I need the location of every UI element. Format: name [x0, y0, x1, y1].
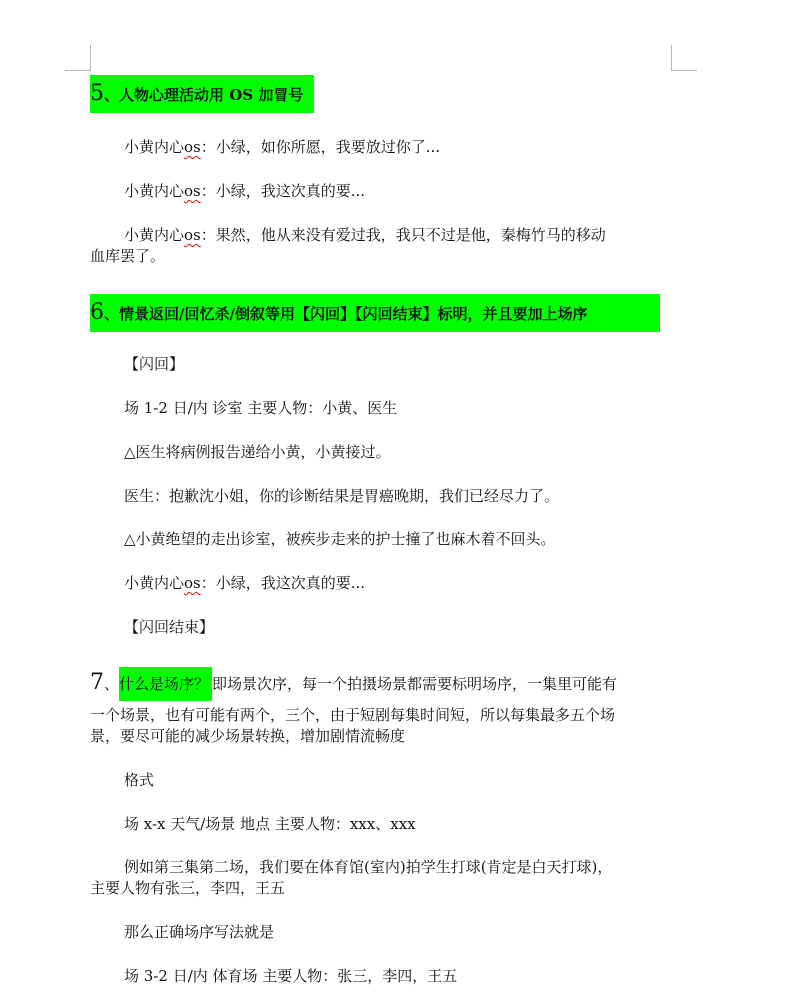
section-7-intro: 7、什么是场序？ 即场景次序，每一个拍摄场景都需要标明场序，一集里可能有 — [90, 666, 617, 700]
monologue-line: 小黄内心os：小绿，我这次真的要... — [124, 182, 366, 200]
scene-header-example: 场 3-2 日/内 体育场 主要人物：张三，李四，王五 — [124, 967, 458, 985]
action-line: △医生将病例报告递给小黄，小黄接过。 — [124, 443, 391, 461]
section-6-heading — [90, 294, 660, 332]
os-spellcheck-word: os — [184, 226, 201, 244]
section-5-heading — [90, 75, 314, 113]
paragraph-line: 一个场景，也有可能有两个，三个，由于短剧每集时间短，所以每集最多五个场 — [90, 706, 616, 724]
corner-mark-top-left-v — [90, 45, 91, 71]
section-title: 、情景返回/回忆杀/倒叙等用【闪回】【闪回结束】标明，并且要加上场序 — [104, 305, 588, 323]
section-title: 、人物心理活动用 OS 加冒号 — [104, 86, 304, 104]
flashback-end: 【闪回结束】 — [124, 618, 215, 636]
action-line: △小黄绝望的走出诊室，被疾步走来的护士撞了也麻木着不回头。 — [124, 530, 556, 548]
os-spellcheck-word: os — [184, 574, 201, 592]
corner-mark-top-right-v — [671, 45, 672, 71]
highlighted-question: 什么是场序？ — [119, 667, 212, 701]
flashback-start: 【闪回】 — [124, 355, 185, 373]
corner-mark-top-right-h — [671, 70, 697, 71]
format-label: 格式 — [124, 771, 155, 789]
corner-mark-top-left-h — [65, 70, 91, 71]
os-spellcheck-word: os — [184, 182, 201, 200]
section-number: 7 — [90, 670, 104, 695]
scene-header-format: 场 x-x 天气/场景 地点 主要人物：xxx、xxx — [124, 815, 416, 833]
example-continuation: 主要人物有张三，李四，王五 — [90, 879, 286, 897]
monologue-line: 小黄内心os：小绿，我这次真的要... — [124, 574, 366, 592]
os-spellcheck-word: os — [184, 138, 201, 156]
section-number: 5 — [90, 81, 104, 106]
monologue-line: 小黄内心os：果然，他从来没有爱过我，我只不过是他，秦梅竹马的移动 — [124, 226, 606, 244]
paragraph-line: 那么正确场序写法就是 — [124, 923, 275, 941]
paragraph-line: 景，要尽可能的减少场景转换，增加剧情流畅度 — [90, 727, 406, 745]
dialogue-line: 医生：抱歉沈小姐，你的诊断结果是胃癌晚期，我们已经尽力了。 — [124, 487, 560, 505]
scene-header: 场 1-2 日/内 诊室 主要人物：小黄、医生 — [124, 399, 398, 417]
example-line: 例如第三集第二场，我们要在体育馆(室内)拍学生打球(肯定是白天打球)， — [124, 858, 613, 876]
monologue-line: 小黄内心os：小绿，如你所愿，我要放过你了... — [124, 138, 441, 156]
section-number: 6 — [90, 300, 104, 325]
monologue-continuation: 血库罢了。 — [90, 247, 166, 265]
